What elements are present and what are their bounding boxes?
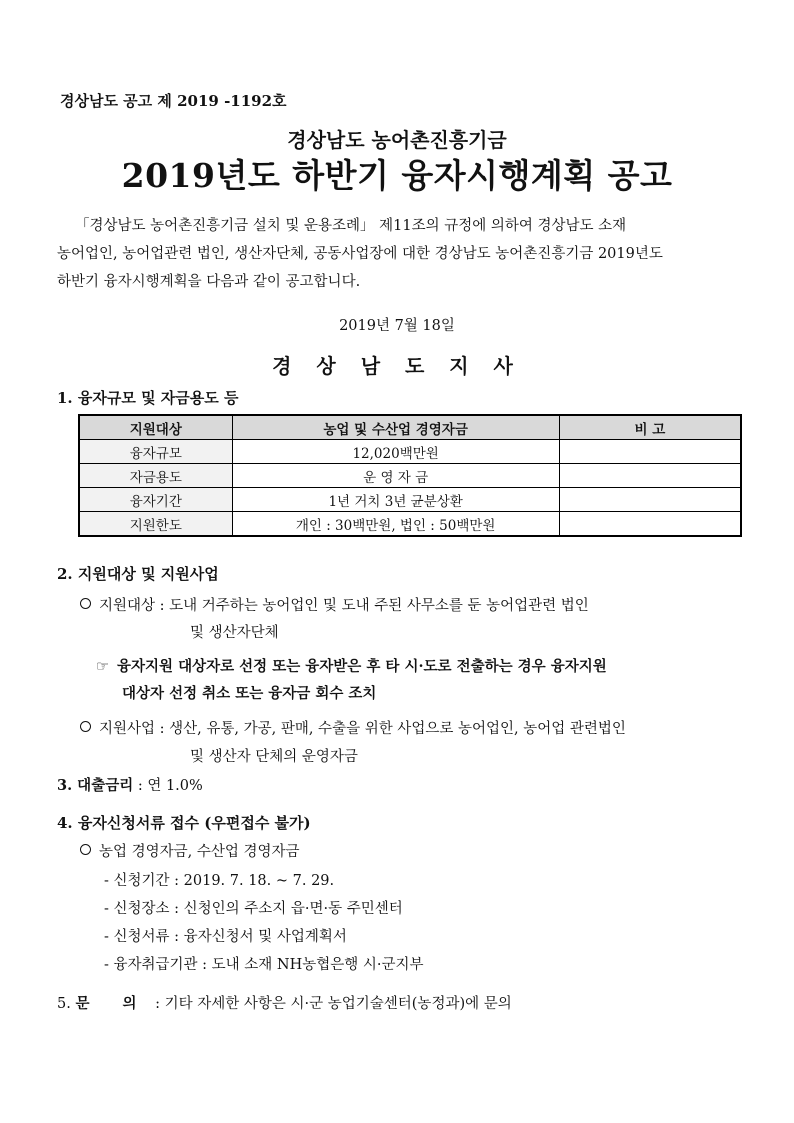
table-header-row — [79, 415, 741, 440]
row-value: 1년 거치 3년 균분상환 — [232, 488, 559, 512]
table-row — [79, 440, 741, 464]
row-note — [559, 512, 741, 537]
circle-bullet-icon — [80, 721, 91, 732]
table-row — [79, 464, 741, 488]
support-project-text: 지원사업 : 생산, 유통, 가공, 판매, 수출을 위한 사업으로 농어업인, 농어업 관련법인 — [99, 721, 626, 737]
notice-number: 경상남도 공고 제 2019 -1192호 — [60, 92, 287, 110]
table-header-cell: 지원대상 — [79, 415, 232, 440]
warning-text: 융자지원 대상자로 선정 또는 융자받은 후 타 시·도로 전출하는 경우 융자지원 — [117, 658, 607, 675]
row-note — [559, 464, 741, 488]
intro-line: 「경상남도 농어촌진흥기금 설치 및 운용조례」 제11조의 규정에 의하여 경상남도 소재 — [75, 218, 627, 234]
warning-line-2: 대상자 선정 취소 또는 융자금 회수 조치 — [122, 685, 377, 702]
intro-line: 농어업인, 농어업관련 법인, 생산자단체, 공동사업장에 대한 경상남도 농어촌진흥기금 2019년도 — [57, 246, 663, 262]
table-row — [79, 488, 741, 512]
support-target-line-2: 및 생산자단체 — [190, 625, 279, 641]
interest-rate-text: : 연 1.0% — [133, 778, 203, 794]
section-3-line — [57, 774, 203, 795]
application-detail-item: - 융자취급기관 : 도내 소재 NH농협은행 시·군지부 — [104, 957, 424, 973]
row-label: 융자기간 — [79, 488, 232, 512]
circle-bullet-icon — [80, 844, 91, 855]
document-subtitle: 경상남도 농어촌진흥기금 — [287, 128, 507, 152]
announcement-date: 2019년 7월 18일 — [339, 318, 455, 334]
support-project-line — [80, 717, 626, 738]
section-5-heading: 문 의 — [75, 995, 151, 1012]
row-label: 지원한도 — [79, 512, 232, 537]
row-value: 개인 : 30백만원, 법인 : 50백만원 — [232, 512, 559, 537]
support-target-line — [80, 594, 589, 615]
support-target-text: 지원대상 : 도내 거주하는 농어업인 및 도내 주된 사무소를 둔 농어업관련 법인 — [99, 598, 589, 614]
inquiry-text: : 기타 자세한 사항은 시·군 농업기술센터(농정과)에 문의 — [150, 996, 512, 1012]
circle-bullet-icon — [80, 598, 91, 609]
section-3-heading: 3. 대출금리 — [57, 777, 134, 794]
row-value: 운 영 자 금 — [232, 464, 559, 488]
section-1-heading: 1. 융자규모 및 자금용도 등 — [57, 389, 239, 407]
application-detail-item: - 신청기간 : 2019. 7. 18. ~ 7. 29. — [104, 873, 335, 889]
intro-line: 하반기 융자시행계획을 다음과 같이 공고합니다. — [57, 274, 361, 290]
row-label: 융자규모 — [79, 440, 232, 464]
section-5-line — [57, 992, 512, 1013]
document-title: 2019년도 하반기 융자시행계획 공고 — [121, 156, 673, 195]
fund-type-text: 농업 경영자금, 수산업 경영자금 — [99, 844, 300, 860]
support-project-line-2: 및 생산자 단체의 운영자금 — [190, 749, 358, 765]
section-4-heading: 4. 융자신청서류 접수 (우편접수 불가) — [57, 814, 311, 832]
intro-paragraph — [57, 212, 747, 296]
application-detail-item: - 신청서류 : 융자신청서 및 사업계획서 — [104, 929, 347, 945]
row-note — [559, 488, 741, 512]
row-value: 12,020백만원 — [232, 440, 559, 464]
governor-signature: 경 상 남 도 지 사 — [272, 354, 522, 378]
application-detail-item: - 신청장소 : 신청인의 주소지 읍·면·동 주민센터 — [104, 901, 403, 917]
warning-line — [96, 655, 607, 676]
table-header-cell: 농업 및 수산업 경영자금 — [232, 415, 559, 440]
table-header-cell: 비 고 — [559, 415, 741, 440]
section-5-number: 5. — [57, 996, 71, 1012]
row-label: 자금용도 — [79, 464, 232, 488]
row-note — [559, 440, 741, 464]
loan-support-table — [78, 414, 742, 537]
pointing-hand-icon: ☞ — [96, 659, 109, 675]
table-row — [79, 512, 741, 537]
section-2-heading: 2. 지원대상 및 지원사업 — [57, 565, 219, 583]
fund-type-line — [80, 840, 300, 861]
